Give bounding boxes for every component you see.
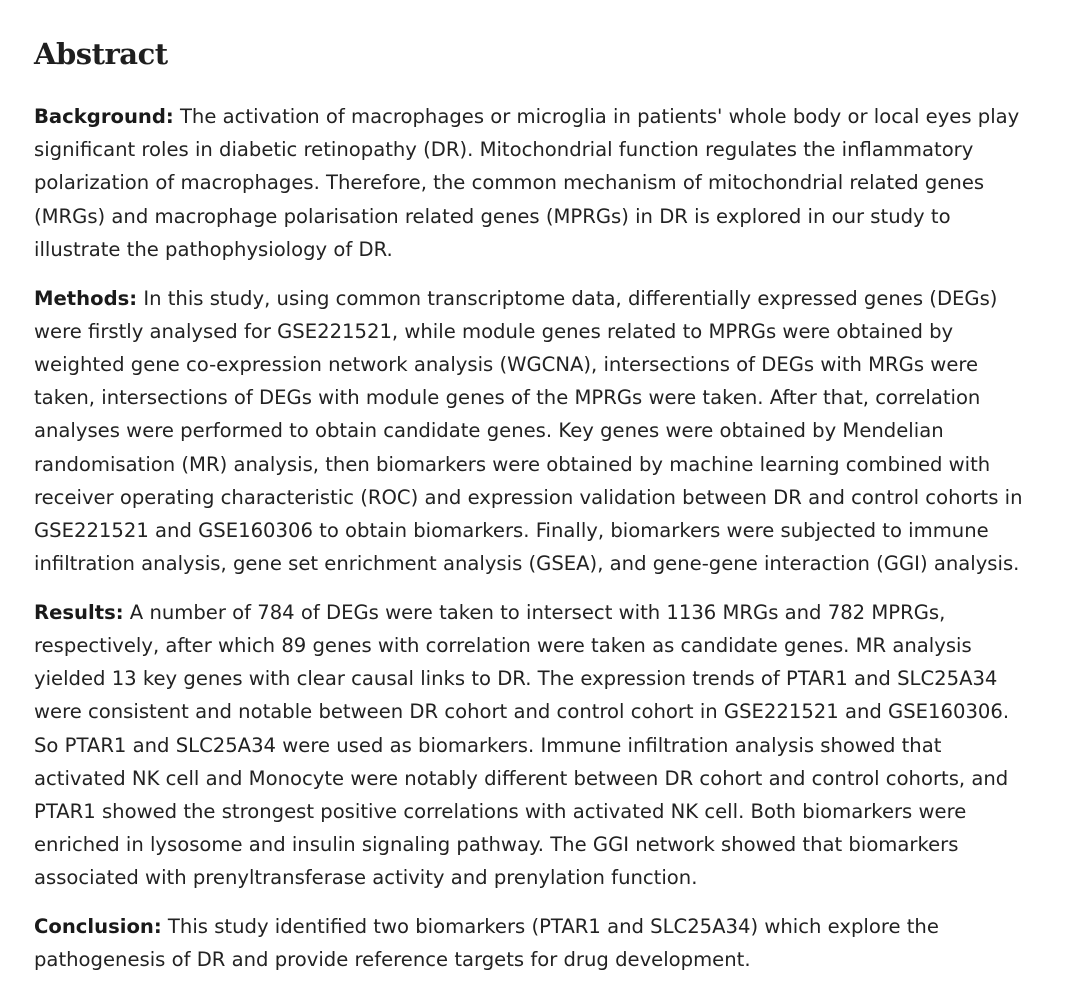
conclusion-paragraph: [34, 910, 1034, 976]
abstract-heading: Abstract: [34, 37, 168, 71]
background-label: Background:: [34, 105, 174, 128]
results-paragraph: [34, 596, 1034, 895]
background-paragraph: [34, 100, 1034, 266]
methods-text: In this study, using common transcriptome data, differentially expressed genes (DEGs) were firstly analysed for GSE221521, while module genes related to MPRGs were obtained by weighted gene co-expression network analysis (WGCNA), intersections of DEGs with MRGs were taken, intersections of DEGs with module genes of the MPRGs were taken. After that, correlation analyses were performed to obtain candidate genes. Key genes were obtained by Mendelian randomisation (MR) analysis, then biomarkers were obtained by machine learning combined with receiver operating characteristic (ROC) and expression validation between DR and control cohorts in GSE221521 and GSE160306 to obtain biomarkers. Finally, biomarkers were subjected to immune infiltration analysis, gene set enrichment analysis (GSEA), and gene-gene interaction (GGI) analysis.: [34, 286, 1023, 576]
background-text: The activation of macrophages or microglia in patients' whole body or local eyes play significant roles in diabetic retinopathy (DR). Mitochondrial function regulates the inflammatory polarization of macrophages. Therefore, the common mechanism of mitochondrial related genes (MRGs) and macrophage polarisation related genes (MPRGs) in DR is explored in our study to illustrate the pathophysiology of DR.: [34, 105, 1020, 261]
methods-paragraph: [34, 282, 1034, 581]
conclusion-label: Conclusion:: [34, 915, 162, 939]
conclusion-text: This study identified two biomarkers (PTAR1 and SLC25A34) which explore the pathogenesis of DR and provide reference targets for drug development.: [34, 915, 939, 972]
results-label: Results:: [34, 600, 124, 624]
methods-label: Methods:: [34, 286, 138, 310]
results-text: A number of 784 of DEGs were taken to intersect with 1136 MRGs and 782 MPRGs, respectively, after which 89 genes with correlation were taken as candidate genes. MR analysis yielded 13 key genes with clear causal links to DR. The expression trends of PTAR1 and SLC25A34 were consistent and notable between DR cohort and control cohort in GSE221521 and GSE160306. So PTAR1 and SLC25A34 were used as biomarkers. Immune infiltration analysis showed that activated NK cell and Monocyte were notably different between DR cohort and control cohorts, and PTAR1 showed the strongest positive correlations with activated NK cell. Both biomarkers were enriched in lysosome and insulin signaling pathway. The GGI network showed that biomarkers associated with prenyltransferase activity and prenylation function.: [34, 600, 1010, 890]
abstract-section: [34, 30, 1034, 992]
